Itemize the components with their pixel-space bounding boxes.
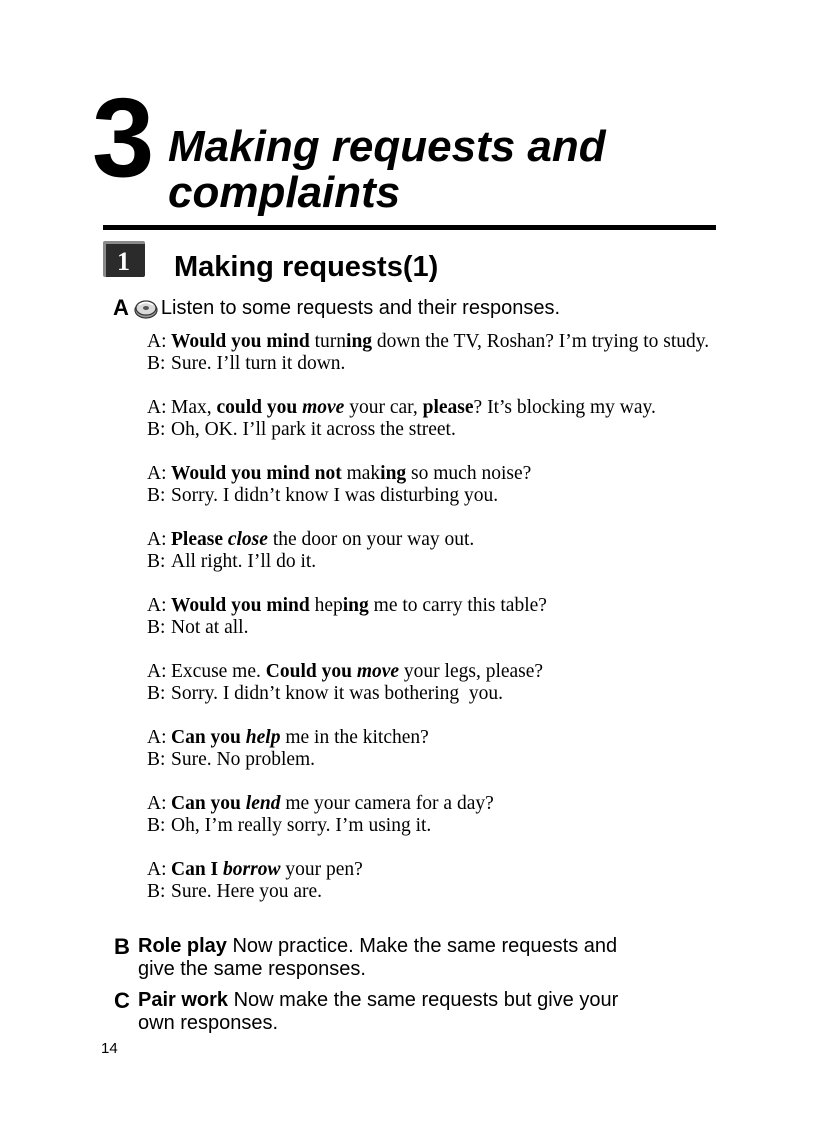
dialogue-line-a (124, 661, 784, 683)
request-segment: Can you (171, 727, 246, 748)
dialogue-line-a (124, 727, 784, 749)
response-text: Sure. I’ll turn it down. (171, 353, 346, 374)
speaker-a-label (124, 793, 171, 815)
exercise-c-letter: C (114, 988, 130, 1013)
response-text: All right. I’ll do it. (171, 551, 317, 572)
request-segment: your legs, please? (399, 661, 544, 682)
speaker-b-text: B: (147, 683, 166, 704)
speaker-a-text: A: (147, 529, 167, 550)
dialogue-line-a (124, 595, 784, 617)
request-text (171, 463, 784, 485)
dialogue-line-b (124, 617, 784, 639)
exercise-b-letter: B (114, 934, 130, 959)
request-segment: so much noise? (406, 463, 532, 484)
speaker-b-label (124, 881, 171, 903)
unit-title (168, 124, 728, 216)
speaker-a-label (124, 331, 171, 353)
speaker-a-text: A: (147, 793, 167, 814)
dialogue (124, 595, 784, 639)
request-text (171, 793, 784, 815)
speaker-b-label (124, 815, 171, 837)
speaker-a-label (124, 397, 171, 419)
unit-title-line1: Making requests and (168, 122, 606, 171)
speaker-a-text: A: (147, 595, 167, 616)
dialogue-line-a (124, 331, 784, 353)
exercise-b-label: Role play (138, 935, 227, 957)
dialogue-line-b (124, 683, 784, 705)
request-segment: Can you (171, 793, 246, 814)
exercise-b-text: Now practice. Make the same requests and (232, 935, 618, 957)
speaker-b-label (124, 683, 171, 705)
dialogue-line-b (124, 815, 784, 837)
exercise-a-text: Listen to some requests and their responses. (160, 297, 561, 319)
request-segment: help (245, 727, 281, 748)
request-segment: mak (341, 463, 381, 484)
request-text (171, 661, 784, 683)
speaker-b-text: B: (147, 353, 166, 374)
request-text (171, 727, 784, 749)
request-text (171, 397, 784, 419)
title-rule (103, 225, 716, 230)
dialogue-line-a (124, 397, 784, 419)
dialogue-line-b (124, 551, 784, 573)
speaker-a-text: A: (147, 727, 167, 748)
exercise-c-line1 (138, 989, 618, 1012)
exercise-c (114, 989, 754, 1035)
dialogue-line-a (124, 463, 784, 485)
speaker-b-text: B: (147, 419, 166, 440)
dialogue-line-a (124, 793, 784, 815)
request-segment: lend (245, 793, 281, 814)
response-text: Oh, OK. I’ll park it across the street. (171, 419, 456, 440)
exercise-b (114, 935, 754, 981)
speaker-a-label (124, 661, 171, 683)
request-segment: the door on your way out. (267, 529, 475, 550)
speaker-b-text: B: (147, 485, 166, 506)
speaker-a-label (124, 529, 171, 551)
response-text: Sorry. I didn’t know it was bothering you. (171, 683, 504, 704)
request-segment: hep (309, 595, 343, 616)
request-segment: could you (216, 397, 303, 418)
request-text (171, 595, 784, 617)
dialogue (124, 859, 784, 903)
dialogue (124, 529, 784, 573)
speaker-b-label (124, 617, 171, 639)
dialogue-line-b (124, 749, 784, 771)
request-text (171, 859, 784, 881)
speaker-a-text: A: (147, 859, 167, 880)
speaker-b-label (124, 551, 171, 573)
exercise-a-instruction (113, 294, 560, 322)
request-segment: Would you mind not (171, 463, 342, 484)
request-segment: ing (346, 331, 373, 352)
section-number: 1 (117, 247, 130, 276)
request-segment: Could you (265, 661, 357, 682)
unit-title-line2: complaints (168, 168, 401, 217)
request-segment: ? It’s blocking my way. (473, 397, 656, 418)
speaker-a-text: A: (147, 661, 167, 682)
request-segment: me in the kitchen? (280, 727, 429, 748)
response-text: Sure. No problem. (171, 749, 316, 770)
request-segment: Would you mind (171, 331, 310, 352)
response-text: Not at all. (171, 617, 249, 638)
speaker-a-label (124, 727, 171, 749)
speaker-a-label (124, 595, 171, 617)
request-segment: Please (171, 529, 228, 550)
speaker-b-text: B: (147, 617, 166, 638)
request-segment: your pen? (280, 859, 363, 880)
request-segment: borrow (223, 859, 281, 880)
request-segment: close (227, 529, 268, 550)
request-segment: your car, (344, 397, 423, 418)
cd-audio-icon[interactable] (133, 296, 159, 320)
request-segment: down the TV, Roshan? I’m trying to study. (372, 331, 710, 352)
exercise-c-label: Pair work (138, 989, 229, 1011)
request-text (171, 331, 784, 353)
speaker-b-text: B: (147, 881, 166, 902)
response-text: Sure. Here you are. (171, 881, 323, 902)
request-segment: Would you mind (171, 595, 310, 616)
request-segment: ing (342, 595, 369, 616)
exercise-b-text-cont: give the same responses. (138, 958, 366, 980)
dialogue (124, 661, 784, 705)
dialogue (124, 463, 784, 507)
request-segment: move (356, 661, 400, 682)
request-segment: please (422, 397, 474, 418)
dialogue-line-a (124, 529, 784, 551)
dialogue (124, 331, 784, 375)
section-title: Making requests(1) (174, 251, 439, 283)
dialogue (124, 793, 784, 837)
speaker-b-label (124, 749, 171, 771)
request-segment: Excuse me. (171, 661, 266, 682)
dialogue (124, 397, 784, 441)
request-segment: ing (380, 463, 407, 484)
dialogue-line-b (124, 419, 784, 441)
page-number: 14 (101, 1040, 118, 1057)
dialogue-line-a (124, 859, 784, 881)
section-number-badge (103, 241, 145, 277)
request-segment: turn (309, 331, 347, 352)
unit-number: 3 (92, 75, 153, 200)
exercise-b-line1 (138, 935, 617, 958)
speaker-a-label (124, 859, 171, 881)
speaker-b-text: B: (147, 551, 166, 572)
exercise-a-letter: A (113, 295, 129, 320)
exercise-c-text-cont: own responses. (138, 1012, 279, 1034)
dialogue-line-b (124, 353, 784, 375)
request-text (171, 529, 784, 551)
request-segment: Can I (171, 859, 224, 880)
response-text: Oh, I’m really sorry. I’m using it. (171, 815, 432, 836)
speaker-b-text: B: (147, 815, 166, 836)
speaker-a-text: A: (147, 331, 167, 352)
request-segment: me your camera for a day? (280, 793, 494, 814)
dialogue-line-b (124, 881, 784, 903)
speaker-a-text: A: (147, 463, 167, 484)
speaker-b-text: B: (147, 749, 166, 770)
dialogue-line-b (124, 485, 784, 507)
speaker-b-label (124, 419, 171, 441)
response-text: Sorry. I didn’t know I was disturbing you. (171, 485, 499, 506)
speaker-b-label (124, 353, 171, 375)
speaker-a-label (124, 463, 171, 485)
dialogue (124, 727, 784, 771)
dialogue-list (124, 331, 784, 925)
request-segment: me to carry this table? (368, 595, 547, 616)
speaker-b-label (124, 485, 171, 507)
request-segment: move (302, 397, 345, 418)
request-segment: Max, (171, 397, 217, 418)
speaker-a-text: A: (147, 397, 167, 418)
exercise-c-text: Now make the same requests but give your (233, 989, 619, 1011)
